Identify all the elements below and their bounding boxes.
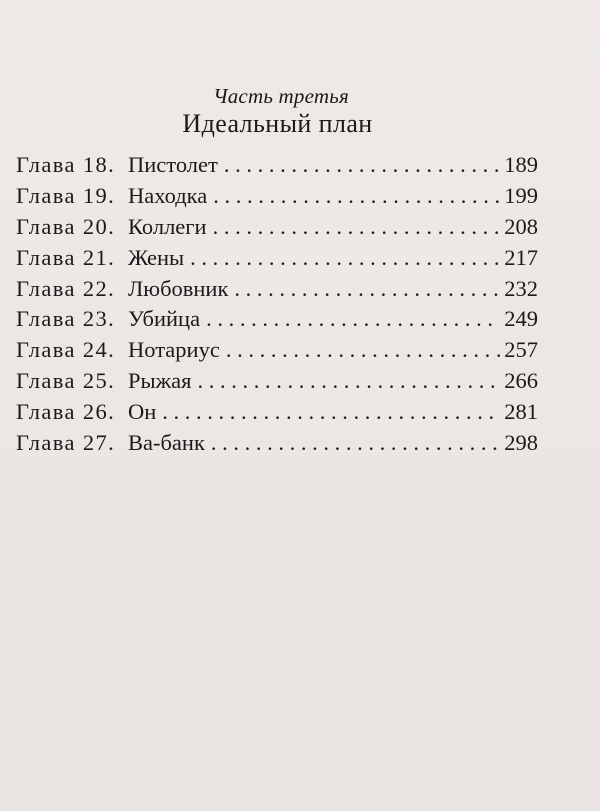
toc-leader-dots — [213, 181, 500, 211]
toc-leader-dots — [198, 366, 501, 396]
toc-chapter-number: Глава 20. — [16, 213, 116, 239]
toc-leader-dots — [211, 428, 500, 458]
toc-entry — [16, 366, 538, 397]
toc-chapter-number: Глава 27. — [16, 430, 116, 456]
toc-page-number: 266 — [504, 368, 538, 394]
toc-chapter-number: Глава 21. — [16, 244, 116, 270]
toc-chapter-number: Глава 23. — [16, 306, 116, 332]
toc-entry — [16, 212, 538, 243]
toc-page-number: 281 — [504, 399, 538, 425]
toc-leader-dots — [224, 150, 500, 180]
toc-chapter-title: Рыжая — [128, 368, 192, 394]
toc-page-number: 217 — [504, 244, 538, 270]
table-of-contents — [16, 150, 538, 459]
toc-leader-dots — [206, 304, 500, 334]
toc-leader-dots — [213, 212, 501, 242]
toc-chapter-title: Нотариус — [128, 337, 220, 363]
toc-chapter-number: Глава 18. — [16, 152, 116, 177]
toc-chapter-number: Глава 25. — [16, 368, 116, 394]
toc-leader-dots — [226, 335, 500, 365]
toc-entry — [16, 181, 538, 212]
toc-entry — [16, 304, 538, 335]
toc-leader-dots — [190, 243, 500, 273]
toc-chapter-title: Жены — [128, 244, 185, 270]
toc-page-number: 208 — [504, 213, 538, 239]
toc-chapter-title: Находка — [128, 182, 208, 208]
toc-page-number: 298 — [504, 430, 538, 456]
toc-chapter-number: Глава 24. — [16, 337, 116, 363]
toc-page-number: 189 — [504, 152, 538, 177]
toc-chapter-title: Пистолет — [128, 152, 218, 177]
toc-entry — [16, 335, 538, 366]
toc-chapter-number: Глава 26. — [16, 399, 116, 425]
toc-chapter-title: Любовник — [128, 275, 229, 301]
toc-chapter-number: Глава 19. — [16, 182, 116, 208]
toc-chapter-title: Он — [128, 399, 157, 425]
toc-leader-dots — [162, 397, 500, 427]
toc-chapter-title: Ва-банк — [128, 430, 205, 456]
toc-entry — [16, 274, 538, 305]
toc-leader-dots — [234, 274, 500, 304]
toc-page-number: 249 — [504, 306, 538, 332]
toc-entry — [16, 428, 538, 459]
toc-page-number: 232 — [504, 275, 538, 301]
part-title: Идеальный план — [182, 109, 373, 138]
toc-chapter-title: Убийца — [128, 306, 201, 332]
toc-page-number: 257 — [504, 337, 538, 363]
part-label: Часть третья — [213, 84, 349, 108]
toc-chapter-number: Глава 22. — [16, 275, 116, 301]
toc-entry — [16, 243, 538, 274]
toc-entry — [16, 150, 538, 181]
toc-entry — [16, 397, 538, 428]
toc-chapter-title: Коллеги — [128, 213, 207, 239]
toc-page-number: 199 — [504, 182, 538, 208]
